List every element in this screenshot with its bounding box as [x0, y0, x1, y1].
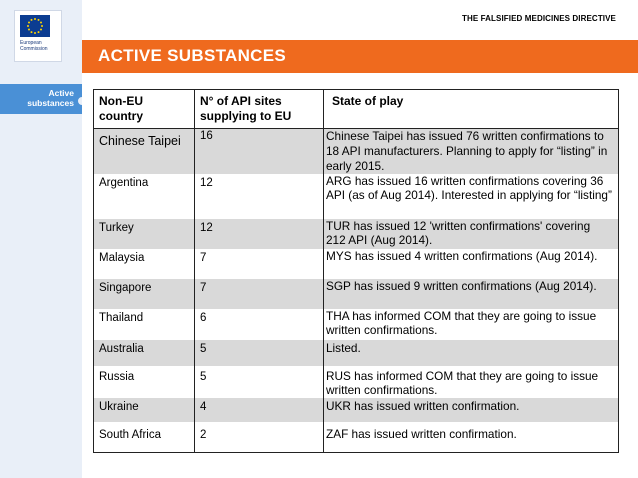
cell-sites: 5	[195, 366, 324, 399]
cell-sites: 4	[195, 398, 324, 422]
cell-country: Malaysia	[94, 249, 195, 279]
cell-sites: 6	[195, 309, 324, 340]
cell-sites: 5	[195, 340, 324, 366]
table-row	[94, 249, 619, 279]
table-row	[94, 129, 619, 174]
table-row	[94, 340, 619, 366]
header-api-sites: N° of API sites supplying to EU	[195, 90, 324, 129]
cell-state: Listed.	[324, 340, 619, 366]
eu-flag-icon	[20, 15, 50, 37]
cell-state: SGP has issued 9 written confirmations (Aug 2014).	[324, 279, 619, 309]
table-row	[94, 219, 619, 249]
table-row	[94, 279, 619, 309]
cell-country: Turkey	[94, 219, 195, 249]
cell-state: UKR has issued written confirmation.	[324, 398, 619, 422]
cell-state: Chinese Taipei has issued 76 written confirmations to 18 API manufacturers. Planning to apply for “listing” in early 2015.	[324, 129, 619, 174]
header-state-of-play: State of play	[324, 90, 619, 129]
cell-sites: 7	[195, 249, 324, 279]
cell-state: MYS has issued 4 written confirmations (Aug 2014).	[324, 249, 619, 279]
cell-country: Chinese Taipei	[94, 129, 195, 174]
cell-state: RUS has informed COM that they are going to issue written confirmations.	[324, 366, 619, 399]
cell-state: ARG has issued 16 written confirmations covering 36 API (as of Aug 2014). Interested in applying for “listing”	[324, 174, 619, 219]
table-row	[94, 366, 619, 399]
top-bar	[82, 0, 638, 40]
logo-line-1: European	[20, 40, 42, 46]
table-row	[94, 309, 619, 340]
table-row	[94, 398, 619, 422]
table-row	[94, 174, 619, 219]
cell-country: Australia	[94, 340, 195, 366]
cell-country: Russia	[94, 366, 195, 399]
logo-text	[20, 40, 60, 52]
cell-sites: 2	[195, 422, 324, 452]
section-title: ACTIVE SUBSTANCES	[98, 46, 287, 65]
badge-line-1: Active	[48, 88, 74, 98]
cell-country: Singapore	[94, 279, 195, 309]
logo-line-2: Commission	[20, 46, 48, 52]
section-banner	[82, 40, 638, 73]
cell-country: Ukraine	[94, 398, 195, 422]
cell-country: South Africa	[94, 422, 195, 452]
cell-country: Argentina	[94, 174, 195, 219]
cell-country: Thailand	[94, 309, 195, 340]
table-header-row	[94, 90, 619, 129]
badge-label	[14, 88, 74, 108]
european-commission-logo	[14, 10, 62, 62]
cell-sites: 7	[195, 279, 324, 309]
table-row	[94, 422, 619, 452]
cell-sites: 16	[195, 129, 324, 174]
cell-sites: 12	[195, 174, 324, 219]
active-substances-table	[93, 89, 619, 453]
cell-state: ZAF has issued written confirmation.	[324, 422, 619, 452]
header-country: Non-EU country	[94, 90, 195, 129]
cell-state: TUR has issued 12 'written confirmations' covering 212 API (Aug 2014).	[324, 219, 619, 249]
badge-line-2: substances	[27, 98, 74, 108]
left-sidebar	[0, 0, 82, 478]
sidebar-section-badge	[0, 84, 82, 114]
cell-sites: 12	[195, 219, 324, 249]
cell-state: THA has informed COM that they are going to issue written confirmations.	[324, 309, 619, 340]
directive-title: THE FALSIFIED MEDICINES DIRECTIVE	[462, 14, 616, 23]
